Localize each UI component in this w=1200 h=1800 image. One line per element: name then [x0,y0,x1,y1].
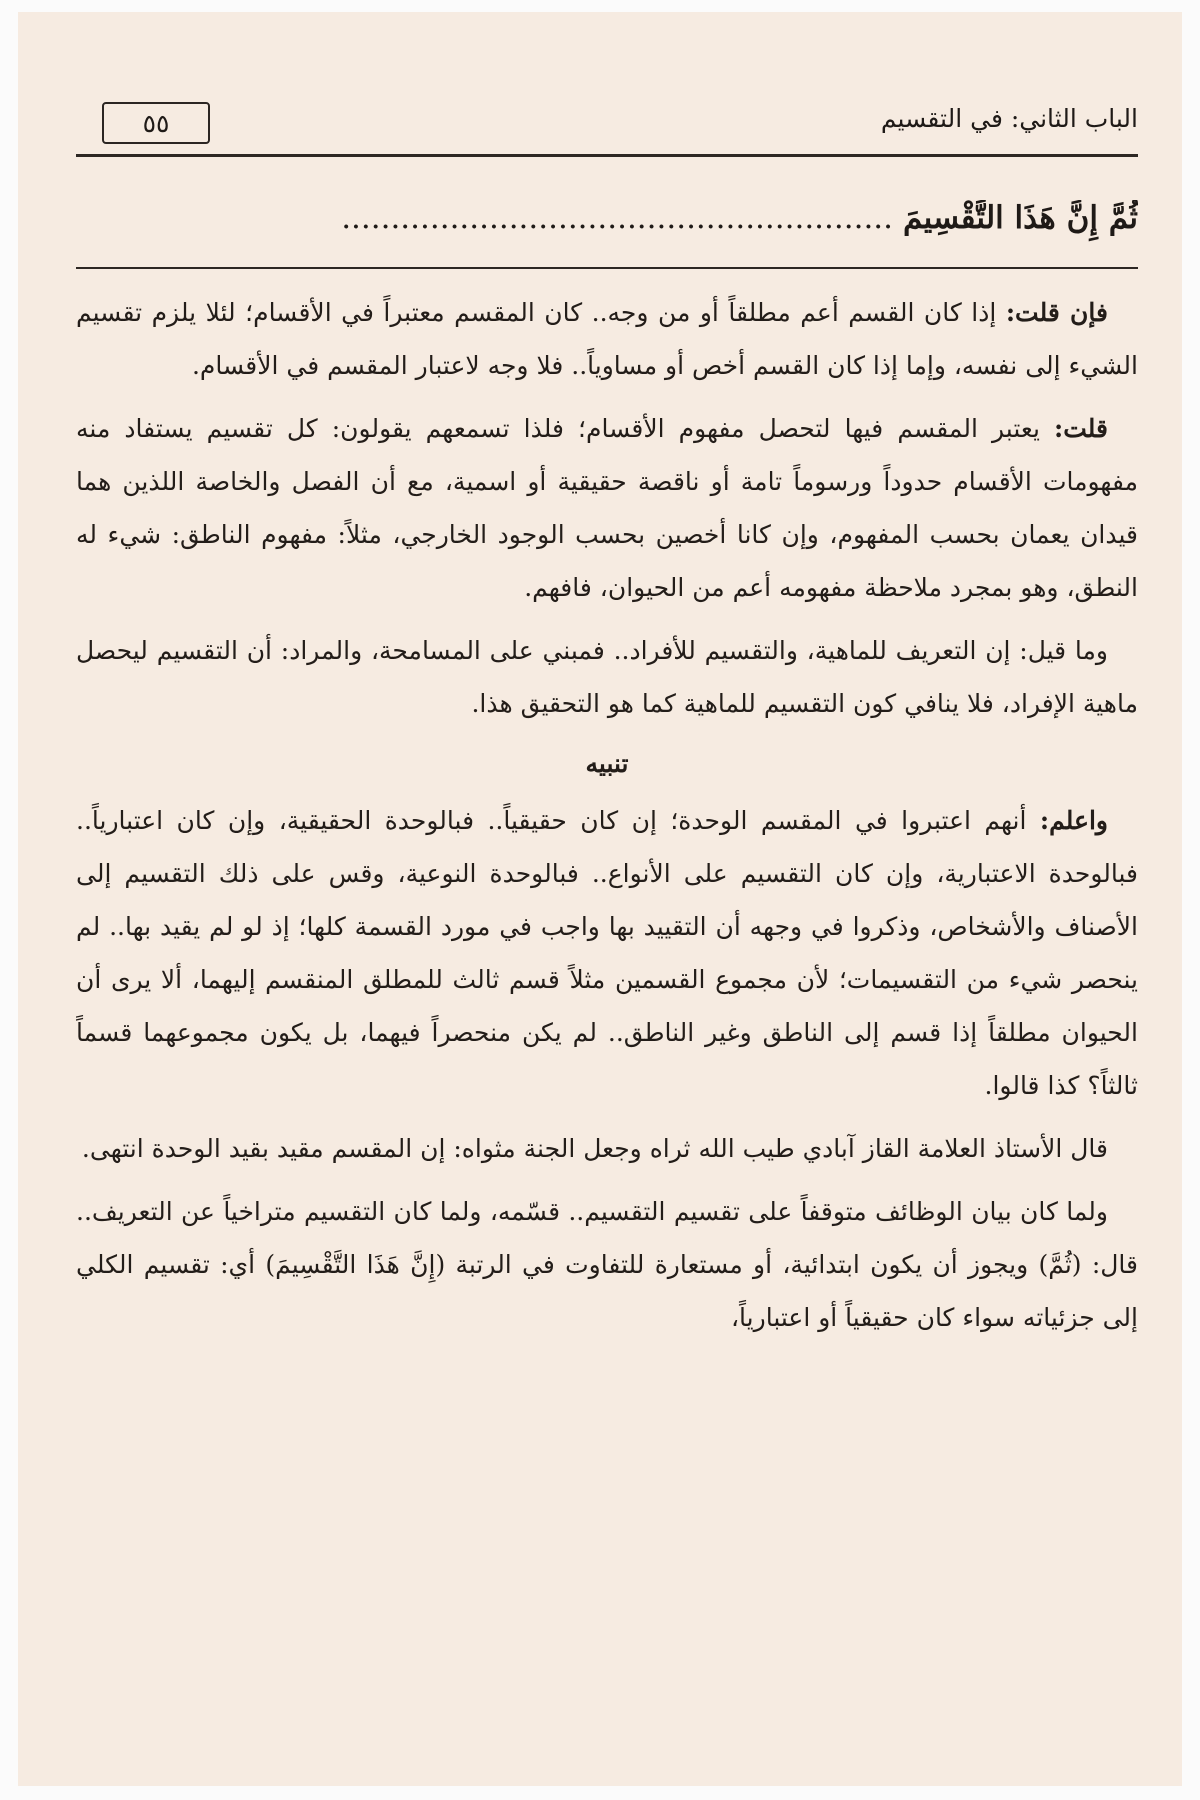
paragraph-2 [76,402,1138,614]
matn-line [76,200,1138,252]
paragraph-text: وما قيل: إن التعريف للماهية، والتقسيم للأفراد.. فمبني على المسامحة، والمراد: أن التقسيم ليحصل ماهية الإفراد، فلا ينافي كون التقسيم للماهية كما هو التحقيق هذا. [76,636,1138,718]
paragraph-5 [76,1122,1138,1175]
paragraph-text: أنهم اعتبروا في المقسم الوحدة؛ إن كان حقيقياً.. فبالوحدة الحقيقية، وإن كان اعتبارياً.. فبالوحدة الاعتبارية، وإن كان التقسيم على الأنواع.. فبالوحدة النوعية، وقس على ذلك التقسيم إلى الأصناف والأشخاص، وذكروا في وجهه أن التقييد بها واجب في مورد القسمة كلها؛ إذ لو لم يقيد بها.. لم ينحصر شيء من التقسيمات؛ لأن مجموع القسمين مثلاً قسم ثالث للمطلق المنقسم إليهما، ألا يرى أن الحيوان مطلقاً إذا قسم إلى الناطق وغير الناطق.. لم يكن منحصراً فيهما، بل يكون مجموعهما قسماً ثالثاً؟ كذا قالوا. [76,806,1138,1100]
page-number: ٥٥ [102,102,210,144]
paragraph-text: يعتبر المقسم فيها لتحصل مفهوم الأقسام؛ فلذا تسمعهم يقولون: كل تقسيم يستفاد منه مفهومات الأقسام حدوداً ورسوماً تامة أو ناقصة حقيقية أو اسمية، مع أن الفصل والخاصة اللذين هما قيدان يعمان بحسب المفهوم، وإن كانا أخصين بحسب الوجود الخارجي، مثلاً: مفهوم الناطق: شيء له النطق، وهو بمجرد ملاحظة مفهومه أعم من الحيوان، فافهم. [76,414,1138,602]
commentary-body [76,286,1138,1766]
paragraph-text: ولما كان بيان الوظائف متوقفاً على تقسيم التقسيم.. قسّمه، ولما كان التقسيم متراخياً عن التعريف.. قال: (ثُمَّ) ويجوز أن يكون ابتدائية، أو مستعارة للتفاوت في الرتبة (إِنَّ هَذَا التَّقْسِيمَ) أي: تقسيم الكلي إلى جزئياته سواء كان حقيقياً أو اعتبارياً، [76,1197,1138,1332]
book-page [18,12,1182,1786]
matn-dots: ........................................................ [341,200,894,236]
paragraph-1 [76,286,1138,392]
paragraph-text: قال الأستاذ العلامة القاز آبادي طيب الله ثراه وجعل الجنة مثواه: إن المقسم مقيد بقيد الوحدة انتهى. [81,1134,1108,1163]
paragraph-4 [76,794,1138,1112]
paragraph-lead: واعلم: [1039,806,1108,835]
paragraph-text: إذا كان القسم أعم مطلقاً أو من وجه.. كان المقسم معتبراً في الأقسام؛ لئلا يلزم تقسيم الشيء إلى نفسه، وإما إذا كان القسم أخص أو مساوياً.. فلا وجه لاعتبار المقسم في الأقسام. [76,298,1138,380]
paragraph-lead: فإن قلت: [1005,298,1108,327]
paragraph-lead: قلت: [1053,414,1108,443]
matn-rule [76,267,1138,269]
paragraph-3 [76,624,1138,730]
section-heading: تنبيه [585,749,629,778]
paragraph-6 [76,1185,1138,1344]
header-rule [76,154,1138,157]
page-header [74,102,1138,154]
matn-text: ثُمَّ إِنَّ هَذَا التَّقْسِيمَ [903,200,1138,236]
running-head: الباب الثاني: في التقسيم [880,104,1138,133]
